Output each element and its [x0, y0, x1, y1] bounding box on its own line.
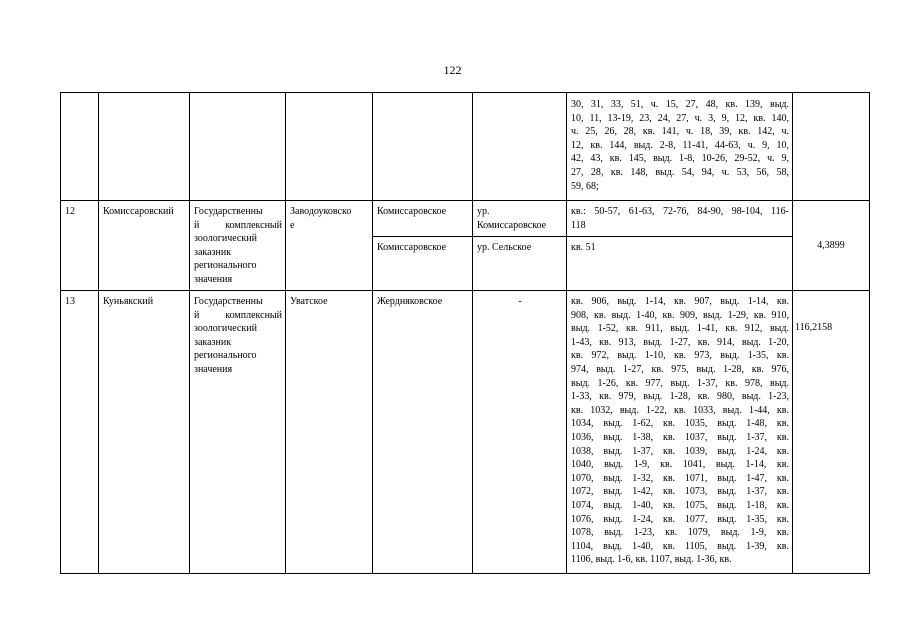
- cell-area: [792, 92, 870, 200]
- text-line: 1106, выд. 1-6, кв. 1107, выд. 1-36, кв.: [571, 554, 732, 566]
- cell-type: [189, 290, 285, 574]
- cell-tract: [472, 92, 566, 200]
- text-line: кв. 906, выд. 1-14, кв. 907, выд. 1-14, кв.: [571, 296, 789, 307]
- text-line: зоологический: [194, 323, 257, 335]
- protected-areas-table: [60, 92, 870, 574]
- text-line: 10, 11, 13-19, 23, 24, 27, ч. 3, 9, 12, кв. 140,: [571, 112, 789, 124]
- cell-name: Комиссаровский: [98, 200, 189, 290]
- text-line: 27, 28, кв. 148, выд. 54, 94, ч. 53, 56, 58,: [571, 166, 789, 178]
- text-line: кв. 1032, выд. 1-22, кв. 1033, выд. 1-44, кв.: [571, 404, 789, 416]
- text-line: заказник: [194, 336, 232, 348]
- text-line: 30, 31, 33, 51, ч. 15, 27, 48, кв. 139, выд.: [571, 99, 789, 110]
- cell-number: [60, 92, 98, 200]
- text-line: 1034, выд. 1-62, кв. 1035, выд. 1-48, кв.: [571, 418, 789, 430]
- cell-type: [189, 200, 285, 290]
- page-number: 122: [443, 63, 462, 77]
- table-bottom-border: [60, 573, 870, 574]
- text-line: 42, 43, кв. 145, выд. 1-8, 10-26, 29-52, ч. 9,: [571, 153, 789, 165]
- cell-quarters: [566, 92, 792, 200]
- text-line: е: [290, 219, 295, 231]
- text-line: Заводоуковско: [290, 206, 352, 217]
- cell-tract: -: [472, 290, 566, 574]
- text-line: значения: [194, 363, 233, 375]
- text-line: заказник: [194, 246, 232, 258]
- table-row-12: [60, 200, 870, 290]
- cell-forestry: Комиссаровское: [372, 200, 472, 236]
- text-line: 118: [571, 219, 586, 231]
- text-line: кв.: 50-57, 61-63, 72-76, 84-90, 98-104, 116-: [571, 206, 789, 217]
- text-line: й комплексный: [194, 219, 282, 231]
- text-line: зоологический: [194, 233, 257, 245]
- text-line: 1036, выд. 1-38, кв. 1037, выд. 1-37, кв.: [571, 431, 789, 443]
- text-line: 1104, выд. 1-40, кв. 1105, выд. 1-39, кв.: [571, 540, 789, 552]
- text-line: кв. 972, выд. 1-10, кв. 973, выд. 1-35, кв.: [571, 350, 789, 362]
- text-line: выд. 1-52, кв. 911, выд. 1-41, кв. 912, выд.: [571, 323, 789, 335]
- cell-number: 12: [60, 200, 98, 290]
- text-line: ур.: [477, 206, 490, 217]
- text-line: 1072, выд. 1-42, кв. 1073, выд. 1-37, кв.: [571, 486, 789, 498]
- text-line: 59, 68;: [571, 180, 599, 192]
- text-line: 908, кв. выд. 1-40, кв. 909, выд. 1-29, кв. 910,: [571, 309, 789, 321]
- table-row-continuation: [60, 92, 870, 200]
- table-row-13: [60, 290, 870, 574]
- text-line: 1040, выд. 1-9, кв. 1041, выд. 1-14, кв.: [571, 459, 789, 471]
- cell-quarters: [566, 200, 792, 236]
- text-line: 1-33, кв. 979, выд. 1-28, кв. 980, выд. 1-23,: [571, 391, 789, 403]
- cell-number: 13: [60, 290, 98, 574]
- text-line: Государственны: [194, 296, 263, 307]
- cell-name: Куньякский: [98, 290, 189, 574]
- cell-district: [285, 200, 372, 290]
- text-line: Государственны: [194, 206, 263, 217]
- text-line: 12, кв. 144, выд. 2-8, 11-41, 44-63, ч. 9, 10,: [571, 139, 789, 151]
- text-line: 1078, выд. 1-23, кв. 1079, выд. 1-9, кв.: [571, 527, 789, 539]
- cell-name: [98, 92, 189, 200]
- cell-quarters: кв. 51: [566, 236, 792, 290]
- text-line: 1-43, кв. 913, выд. 1-27, кв. 914, выд. 1-20,: [571, 336, 789, 348]
- text-line: выд. 1-26, кв. 977, выд. 1-37, кв. 978, выд.: [571, 377, 789, 389]
- text-line: 1038, выд. 1-37, кв. 1039, выд. 1-24, кв.: [571, 445, 789, 457]
- cell-district: [285, 92, 372, 200]
- cell-quarters: [566, 290, 792, 574]
- text-line: Комиссаровское: [477, 219, 547, 231]
- cell-type: [189, 92, 285, 200]
- area-value: 4,3899: [817, 239, 845, 251]
- text-line: й комплексный: [194, 309, 282, 321]
- cell-forestry: Жердняковское: [372, 290, 472, 574]
- cell-area: [792, 200, 870, 290]
- text-line: регионального: [194, 350, 257, 362]
- cell-district: Уватское: [285, 290, 372, 574]
- text-line: ч. 25, 26, 28, кв. 141, ч. 18, 39, кв. 142, ч.: [571, 126, 789, 138]
- cell-tract: ур. Сельское: [472, 236, 566, 290]
- text-line: значения: [194, 273, 233, 285]
- text-line: 1070, выд. 1-32, кв. 1071, выд. 1-47, кв.: [571, 472, 789, 484]
- text-line: регионального: [194, 260, 257, 272]
- cell-forestry: [372, 92, 472, 200]
- text-line: 1074, выд. 1-40, кв. 1075, выд. 1-18, кв.: [571, 499, 789, 511]
- cell-tract: [472, 200, 566, 236]
- text-line: 974, выд. 1-27, кв. 975, выд. 1-28, кв. 976,: [571, 363, 789, 375]
- cell-forestry: Комиссаровское: [372, 236, 472, 290]
- text-line: 1076, выд. 1-24, кв. 1077, выд. 1-35, кв.: [571, 513, 789, 525]
- cell-area: [792, 290, 870, 574]
- area-value: 116,2158: [795, 322, 833, 333]
